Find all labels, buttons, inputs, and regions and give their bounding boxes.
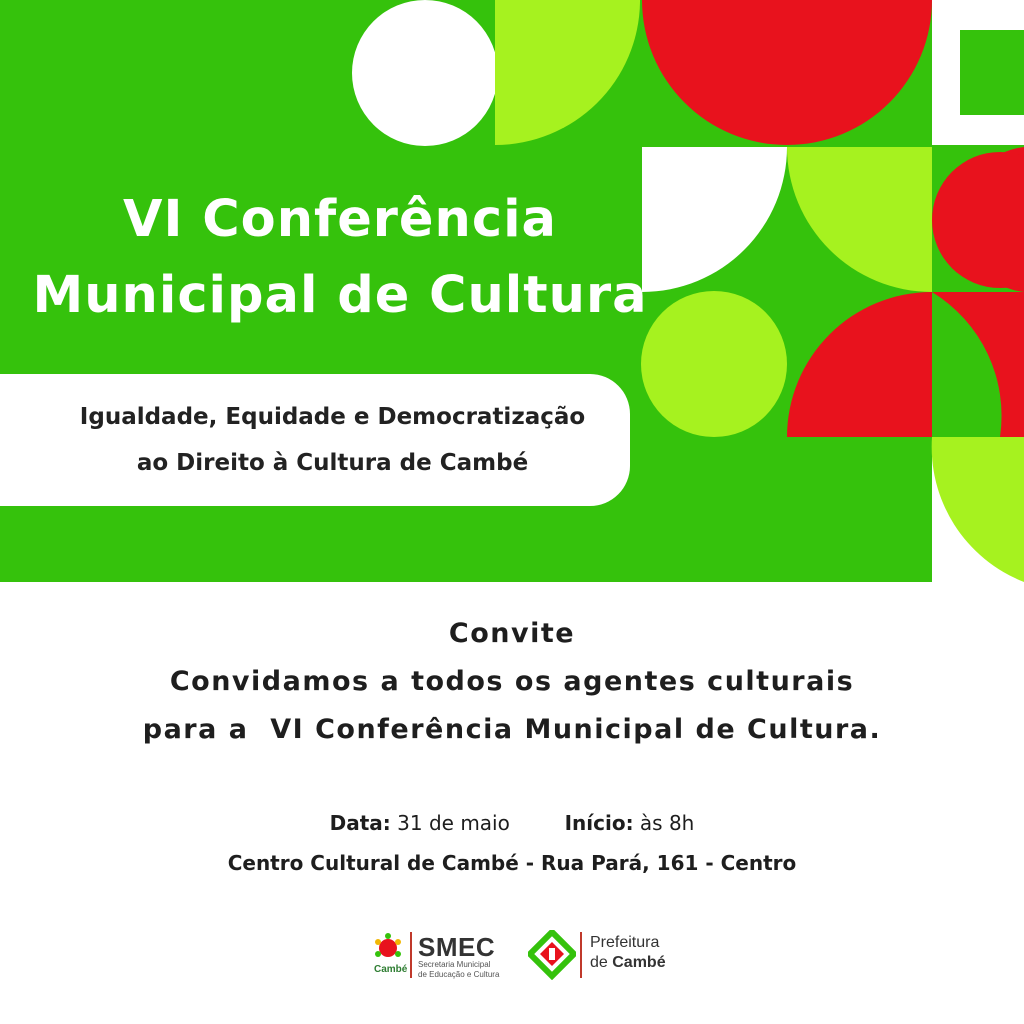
prefeitura-line-1: Prefeitura xyxy=(590,934,660,951)
red-top-block xyxy=(642,0,932,2)
event-details xyxy=(0,803,1024,883)
prefeitura-de: de xyxy=(590,954,608,971)
prefeitura-city: Cambé xyxy=(612,954,666,971)
subtitle-line-2: ao Direito à Cultura de Cambé xyxy=(136,450,529,476)
smec-logo-icon xyxy=(370,932,406,964)
title-line-1: VI Conferência xyxy=(123,190,557,249)
lime-quarter-shape-2 xyxy=(787,147,932,292)
date-time-row xyxy=(0,803,1024,843)
conference-subtitle xyxy=(0,394,665,486)
lime-quarter-shape xyxy=(495,0,640,145)
prefeitura-line-2 xyxy=(590,954,666,972)
date-label: Data: xyxy=(329,811,391,835)
smec-sub-line-2: de Educação e Cultura xyxy=(418,970,500,979)
date-value: 31 de maio xyxy=(397,811,510,835)
smec-divider xyxy=(410,932,412,978)
location-text: Centro Cultural de Cambé - Rua Pará, 161 - Centro xyxy=(227,851,797,875)
red-quarter-shape xyxy=(787,292,932,437)
start-label: Início: xyxy=(564,811,634,835)
location-row xyxy=(0,843,1024,883)
smec-title: SMEC xyxy=(418,932,496,962)
invite-heading: Convite xyxy=(448,618,576,649)
prefeitura-logo-icon xyxy=(528,930,576,980)
title-line-2: Municipal de Cultura xyxy=(32,266,648,325)
start-value: às 8h xyxy=(639,811,695,835)
smec-subtitle xyxy=(418,960,499,980)
sponsor-logos xyxy=(370,928,690,986)
prefeitura-divider xyxy=(580,932,582,978)
smec-mark-text: Cambé xyxy=(374,964,408,975)
invitation-text xyxy=(0,610,1024,754)
red-half-shape xyxy=(642,0,932,145)
smec-sub-line-1: Secretaria Municipal xyxy=(418,960,491,969)
invite-line-2: para a VI Conferência Municipal de Cultura. xyxy=(142,714,882,745)
red-circle-right-shape xyxy=(932,152,1024,288)
white-circle-shape xyxy=(352,0,498,146)
red-quarter-shape-2 xyxy=(932,292,1024,437)
invite-line-1: Convidamos a todos os agentes culturais xyxy=(169,666,855,697)
conference-title xyxy=(0,182,680,334)
subtitle-line-1: Igualdade, Equidade e Democratização xyxy=(79,404,586,430)
